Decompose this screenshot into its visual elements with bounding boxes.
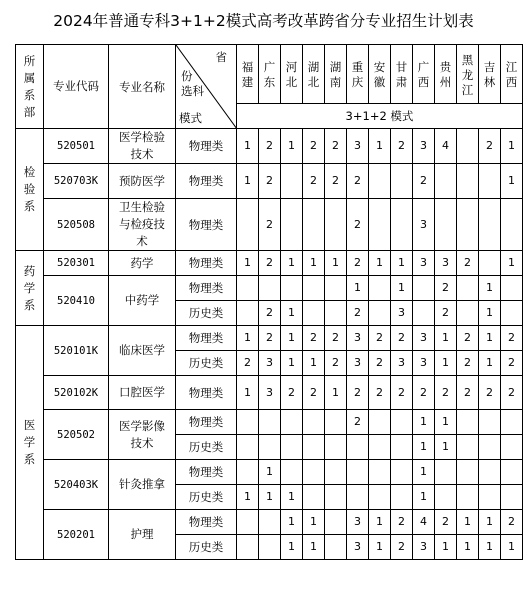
quota-cell: 1 bbox=[281, 326, 303, 351]
quota-cell: 3 bbox=[413, 129, 435, 164]
quota-cell: 1 bbox=[457, 510, 479, 535]
province-header: 河北 bbox=[281, 45, 303, 104]
subject-type-cell: 物理类 bbox=[176, 510, 237, 535]
quota-cell: 2 bbox=[435, 376, 457, 410]
quota-cell: 2 bbox=[259, 301, 281, 326]
quota-cell: 3 bbox=[413, 199, 435, 251]
quota-cell bbox=[259, 435, 281, 460]
subject-type-cell: 物理类 bbox=[176, 460, 237, 485]
quota-cell bbox=[281, 164, 303, 199]
quota-cell bbox=[391, 485, 413, 510]
quota-cell: 2 bbox=[303, 376, 325, 410]
subject-type-cell: 历史类 bbox=[176, 351, 237, 376]
quota-cell bbox=[237, 276, 259, 301]
diagonal-label-xuanke: 选科 bbox=[181, 84, 204, 98]
diagonal-label-mode: 模式 bbox=[179, 111, 202, 125]
quota-cell: 2 bbox=[435, 276, 457, 301]
quota-cell: 1 bbox=[237, 485, 259, 510]
quota-cell: 1 bbox=[369, 510, 391, 535]
quota-cell: 3 bbox=[347, 535, 369, 560]
quota-cell: 1 bbox=[435, 410, 457, 435]
quota-cell: 2 bbox=[325, 351, 347, 376]
quota-cell bbox=[303, 435, 325, 460]
subject-type-cell: 物理类 bbox=[176, 199, 237, 251]
quota-cell: 1 bbox=[413, 485, 435, 510]
table-row bbox=[16, 164, 523, 199]
quota-cell: 1 bbox=[281, 510, 303, 535]
subject-type-cell: 历史类 bbox=[176, 535, 237, 560]
quota-cell: 2 bbox=[501, 510, 523, 535]
quota-cell: 2 bbox=[259, 199, 281, 251]
quota-cell bbox=[259, 535, 281, 560]
quota-cell: 1 bbox=[479, 351, 501, 376]
province-header: 广东 bbox=[259, 45, 281, 104]
department-cell: 医学系 bbox=[16, 326, 44, 560]
subject-type-cell: 物理类 bbox=[176, 276, 237, 301]
quota-cell: 1 bbox=[501, 164, 523, 199]
quota-cell: 1 bbox=[479, 301, 501, 326]
quota-cell: 2 bbox=[391, 535, 413, 560]
quota-cell bbox=[347, 460, 369, 485]
quota-cell bbox=[391, 199, 413, 251]
quota-cell: 2 bbox=[325, 164, 347, 199]
quota-cell bbox=[369, 410, 391, 435]
quota-cell bbox=[325, 485, 347, 510]
quota-cell: 2 bbox=[457, 326, 479, 351]
subject-type-cell: 物理类 bbox=[176, 164, 237, 199]
quota-cell bbox=[391, 435, 413, 460]
quota-cell: 1 bbox=[369, 535, 391, 560]
quota-cell bbox=[347, 485, 369, 510]
table-row bbox=[16, 199, 523, 251]
quota-cell: 1 bbox=[303, 510, 325, 535]
subject-type-cell: 物理类 bbox=[176, 410, 237, 435]
mode-label: 3+1+2 模式 bbox=[237, 104, 523, 129]
quota-cell bbox=[435, 164, 457, 199]
quota-cell: 1 bbox=[479, 326, 501, 351]
quota-cell: 1 bbox=[325, 376, 347, 410]
quota-cell: 2 bbox=[457, 251, 479, 276]
province-header: 安徽 bbox=[369, 45, 391, 104]
province-header: 湖南 bbox=[325, 45, 347, 104]
major-name-cell: 中药学 bbox=[109, 276, 176, 326]
quota-cell: 1 bbox=[369, 129, 391, 164]
quota-cell: 2 bbox=[369, 376, 391, 410]
quota-cell: 1 bbox=[391, 276, 413, 301]
quota-cell: 2 bbox=[369, 326, 391, 351]
major-code-cell: 520410 bbox=[44, 276, 109, 326]
quota-cell bbox=[413, 276, 435, 301]
quota-cell: 1 bbox=[435, 535, 457, 560]
quota-cell: 2 bbox=[347, 376, 369, 410]
quota-cell bbox=[281, 435, 303, 460]
quota-cell bbox=[479, 410, 501, 435]
quota-cell: 1 bbox=[479, 510, 501, 535]
quota-cell: 1 bbox=[501, 129, 523, 164]
quota-cell: 2 bbox=[237, 351, 259, 376]
quota-cell: 2 bbox=[479, 376, 501, 410]
quota-cell: 3 bbox=[435, 251, 457, 276]
quota-cell bbox=[479, 164, 501, 199]
quota-cell: 1 bbox=[413, 410, 435, 435]
quota-cell: 1 bbox=[457, 535, 479, 560]
major-name-cell: 临床医学 bbox=[109, 326, 176, 376]
quota-cell: 1 bbox=[237, 129, 259, 164]
quota-cell: 2 bbox=[303, 326, 325, 351]
quota-cell: 1 bbox=[237, 376, 259, 410]
quota-cell: 2 bbox=[501, 351, 523, 376]
table-row bbox=[16, 376, 523, 410]
quota-cell: 3 bbox=[413, 351, 435, 376]
quota-cell bbox=[501, 301, 523, 326]
quota-cell bbox=[391, 410, 413, 435]
quota-cell: 2 bbox=[281, 376, 303, 410]
quota-cell: 2 bbox=[413, 164, 435, 199]
header-major-code: 专业代码 bbox=[44, 45, 109, 129]
header-row bbox=[16, 45, 523, 104]
quota-cell: 1 bbox=[369, 251, 391, 276]
subject-type-cell: 历史类 bbox=[176, 435, 237, 460]
quota-cell: 2 bbox=[479, 129, 501, 164]
quota-cell: 1 bbox=[303, 251, 325, 276]
quota-cell bbox=[325, 535, 347, 560]
major-name-cell: 医学检验技术 bbox=[109, 129, 176, 164]
quota-cell bbox=[237, 410, 259, 435]
quota-cell: 1 bbox=[281, 301, 303, 326]
quota-cell: 2 bbox=[347, 410, 369, 435]
quota-cell: 2 bbox=[347, 301, 369, 326]
quota-cell: 4 bbox=[413, 510, 435, 535]
quota-cell: 2 bbox=[501, 376, 523, 410]
subject-type-cell: 历史类 bbox=[176, 485, 237, 510]
quota-cell: 2 bbox=[259, 164, 281, 199]
quota-cell: 2 bbox=[347, 164, 369, 199]
major-name-cell: 药学 bbox=[109, 251, 176, 276]
major-code-cell: 520403K bbox=[44, 460, 109, 510]
diagonal-label-fen: 份 bbox=[181, 69, 193, 83]
quota-cell bbox=[237, 199, 259, 251]
quota-cell bbox=[369, 460, 391, 485]
quota-cell: 2 bbox=[303, 164, 325, 199]
quota-cell bbox=[457, 410, 479, 435]
table-row bbox=[16, 326, 523, 351]
quota-cell bbox=[259, 276, 281, 301]
table-row bbox=[16, 460, 523, 485]
quota-cell bbox=[501, 460, 523, 485]
quota-cell: 3 bbox=[391, 301, 413, 326]
quota-cell bbox=[391, 460, 413, 485]
quota-cell: 3 bbox=[413, 326, 435, 351]
province-header: 福建 bbox=[237, 45, 259, 104]
quota-cell bbox=[325, 510, 347, 535]
quota-cell: 2 bbox=[259, 251, 281, 276]
quota-cell: 1 bbox=[237, 164, 259, 199]
quota-cell: 2 bbox=[501, 326, 523, 351]
major-code-cell: 520501 bbox=[44, 129, 109, 164]
quota-cell: 1 bbox=[435, 351, 457, 376]
quota-cell bbox=[325, 199, 347, 251]
diagonal-label-province: 省 bbox=[215, 50, 227, 64]
quota-cell: 3 bbox=[413, 535, 435, 560]
header-department: 所属系部 bbox=[16, 45, 44, 129]
quota-cell bbox=[457, 164, 479, 199]
quota-cell bbox=[259, 410, 281, 435]
quota-cell: 1 bbox=[281, 251, 303, 276]
province-header: 湖北 bbox=[303, 45, 325, 104]
quota-cell: 1 bbox=[479, 276, 501, 301]
major-name-cell: 医学影像技术 bbox=[109, 410, 176, 460]
quota-cell bbox=[413, 301, 435, 326]
quota-cell bbox=[501, 485, 523, 510]
header-diagonal-cell bbox=[176, 45, 237, 129]
subject-type-cell: 物理类 bbox=[176, 129, 237, 164]
quota-cell: 1 bbox=[501, 535, 523, 560]
quota-cell: 2 bbox=[391, 376, 413, 410]
quota-cell: 1 bbox=[303, 351, 325, 376]
quota-cell: 1 bbox=[391, 251, 413, 276]
province-header: 重庆 bbox=[347, 45, 369, 104]
quota-cell bbox=[369, 301, 391, 326]
province-header: 江西 bbox=[501, 45, 523, 104]
major-code-cell: 520301 bbox=[44, 251, 109, 276]
quota-cell bbox=[325, 410, 347, 435]
quota-cell bbox=[237, 460, 259, 485]
subject-type-cell: 历史类 bbox=[176, 301, 237, 326]
quota-cell bbox=[281, 460, 303, 485]
quota-cell bbox=[281, 199, 303, 251]
quota-cell bbox=[501, 276, 523, 301]
quota-cell: 1 bbox=[281, 129, 303, 164]
major-code-cell: 520201 bbox=[44, 510, 109, 560]
quota-cell bbox=[303, 460, 325, 485]
quota-cell: 2 bbox=[457, 376, 479, 410]
quota-cell bbox=[369, 485, 391, 510]
table-row bbox=[16, 251, 523, 276]
quota-cell bbox=[237, 301, 259, 326]
quota-cell: 2 bbox=[347, 199, 369, 251]
major-name-cell: 口腔医学 bbox=[109, 376, 176, 410]
quota-cell bbox=[479, 460, 501, 485]
quota-cell bbox=[479, 485, 501, 510]
province-header: 广西 bbox=[413, 45, 435, 104]
quota-cell bbox=[435, 485, 457, 510]
enrollment-plan-table bbox=[15, 44, 523, 560]
quota-cell bbox=[281, 276, 303, 301]
quota-cell bbox=[479, 199, 501, 251]
quota-cell bbox=[501, 410, 523, 435]
quota-cell: 4 bbox=[435, 129, 457, 164]
subject-type-cell: 物理类 bbox=[176, 251, 237, 276]
table-row bbox=[16, 276, 523, 301]
header-major-name: 专业名称 bbox=[109, 45, 176, 129]
quota-cell: 1 bbox=[303, 535, 325, 560]
quota-cell: 1 bbox=[237, 326, 259, 351]
quota-cell bbox=[325, 460, 347, 485]
quota-cell: 1 bbox=[435, 435, 457, 460]
quota-cell: 2 bbox=[435, 301, 457, 326]
province-header: 吉林 bbox=[479, 45, 501, 104]
quota-cell bbox=[501, 435, 523, 460]
quota-cell: 2 bbox=[457, 351, 479, 376]
quota-cell bbox=[457, 435, 479, 460]
major-code-cell: 520102K bbox=[44, 376, 109, 410]
quota-cell bbox=[369, 199, 391, 251]
table-body bbox=[16, 45, 523, 560]
quota-cell: 1 bbox=[281, 485, 303, 510]
quota-cell: 3 bbox=[391, 351, 413, 376]
table-row bbox=[16, 510, 523, 535]
quota-cell: 1 bbox=[325, 251, 347, 276]
quota-cell bbox=[501, 199, 523, 251]
quota-cell bbox=[391, 164, 413, 199]
quota-cell bbox=[457, 485, 479, 510]
quota-cell: 1 bbox=[501, 251, 523, 276]
quota-cell: 1 bbox=[281, 535, 303, 560]
quota-cell: 1 bbox=[237, 251, 259, 276]
quota-cell: 1 bbox=[413, 460, 435, 485]
quota-cell: 2 bbox=[413, 376, 435, 410]
quota-cell: 3 bbox=[347, 351, 369, 376]
quota-cell: 1 bbox=[259, 460, 281, 485]
quota-cell bbox=[479, 251, 501, 276]
province-header: 黑龙江 bbox=[457, 45, 479, 104]
subject-type-cell: 物理类 bbox=[176, 326, 237, 351]
quota-cell: 2 bbox=[303, 129, 325, 164]
province-header: 贵州 bbox=[435, 45, 457, 104]
quota-cell: 1 bbox=[259, 485, 281, 510]
quota-cell bbox=[325, 435, 347, 460]
quota-cell: 1 bbox=[281, 351, 303, 376]
quota-cell: 2 bbox=[435, 510, 457, 535]
quota-cell bbox=[369, 435, 391, 460]
quota-cell: 2 bbox=[325, 326, 347, 351]
department-cell: 药学系 bbox=[16, 251, 44, 326]
quota-cell: 3 bbox=[413, 251, 435, 276]
quota-cell bbox=[435, 199, 457, 251]
quota-cell bbox=[259, 510, 281, 535]
quota-cell: 1 bbox=[347, 276, 369, 301]
quota-cell: 2 bbox=[259, 129, 281, 164]
quota-cell: 2 bbox=[391, 129, 413, 164]
quota-cell: 3 bbox=[347, 326, 369, 351]
quota-cell bbox=[325, 276, 347, 301]
major-name-cell: 卫生检验与检疫技术 bbox=[109, 199, 176, 251]
quota-cell bbox=[369, 164, 391, 199]
diagonal-label-subject bbox=[181, 69, 204, 99]
quota-cell bbox=[325, 301, 347, 326]
major-name-cell: 预防医学 bbox=[109, 164, 176, 199]
table-row bbox=[16, 410, 523, 435]
quota-cell bbox=[457, 301, 479, 326]
quota-cell bbox=[435, 460, 457, 485]
quota-cell bbox=[281, 410, 303, 435]
quota-cell bbox=[347, 435, 369, 460]
quota-cell: 1 bbox=[435, 326, 457, 351]
quota-cell bbox=[369, 276, 391, 301]
document-title: 2024年普通专科3+1+2模式高考改革跨省分专业招生计划表 bbox=[53, 12, 474, 30]
quota-cell: 3 bbox=[259, 376, 281, 410]
quota-cell bbox=[237, 535, 259, 560]
major-code-cell: 520101K bbox=[44, 326, 109, 376]
major-code-cell: 520502 bbox=[44, 410, 109, 460]
quota-cell bbox=[457, 129, 479, 164]
province-header: 甘肃 bbox=[391, 45, 413, 104]
quota-cell: 2 bbox=[369, 351, 391, 376]
quota-cell: 3 bbox=[347, 510, 369, 535]
quota-cell bbox=[457, 199, 479, 251]
major-code-cell: 520508 bbox=[44, 199, 109, 251]
quota-cell bbox=[303, 485, 325, 510]
quota-cell bbox=[457, 460, 479, 485]
quota-cell bbox=[303, 276, 325, 301]
quota-cell bbox=[457, 276, 479, 301]
quota-cell: 3 bbox=[347, 129, 369, 164]
quota-cell bbox=[303, 410, 325, 435]
quota-cell bbox=[479, 435, 501, 460]
quota-cell: 2 bbox=[391, 326, 413, 351]
quota-cell: 2 bbox=[325, 129, 347, 164]
quota-cell bbox=[237, 435, 259, 460]
subject-type-cell: 物理类 bbox=[176, 376, 237, 410]
quota-cell: 1 bbox=[479, 535, 501, 560]
major-name-cell: 针灸推拿 bbox=[109, 460, 176, 510]
quota-cell: 2 bbox=[347, 251, 369, 276]
major-name-cell: 护理 bbox=[109, 510, 176, 560]
quota-cell bbox=[237, 510, 259, 535]
quota-cell: 2 bbox=[391, 510, 413, 535]
quota-cell: 1 bbox=[413, 435, 435, 460]
quota-cell: 3 bbox=[259, 351, 281, 376]
department-cell: 检验系 bbox=[16, 129, 44, 251]
quota-cell: 2 bbox=[259, 326, 281, 351]
quota-cell bbox=[303, 199, 325, 251]
major-code-cell: 520703K bbox=[44, 164, 109, 199]
table-row bbox=[16, 129, 523, 164]
quota-cell bbox=[303, 301, 325, 326]
